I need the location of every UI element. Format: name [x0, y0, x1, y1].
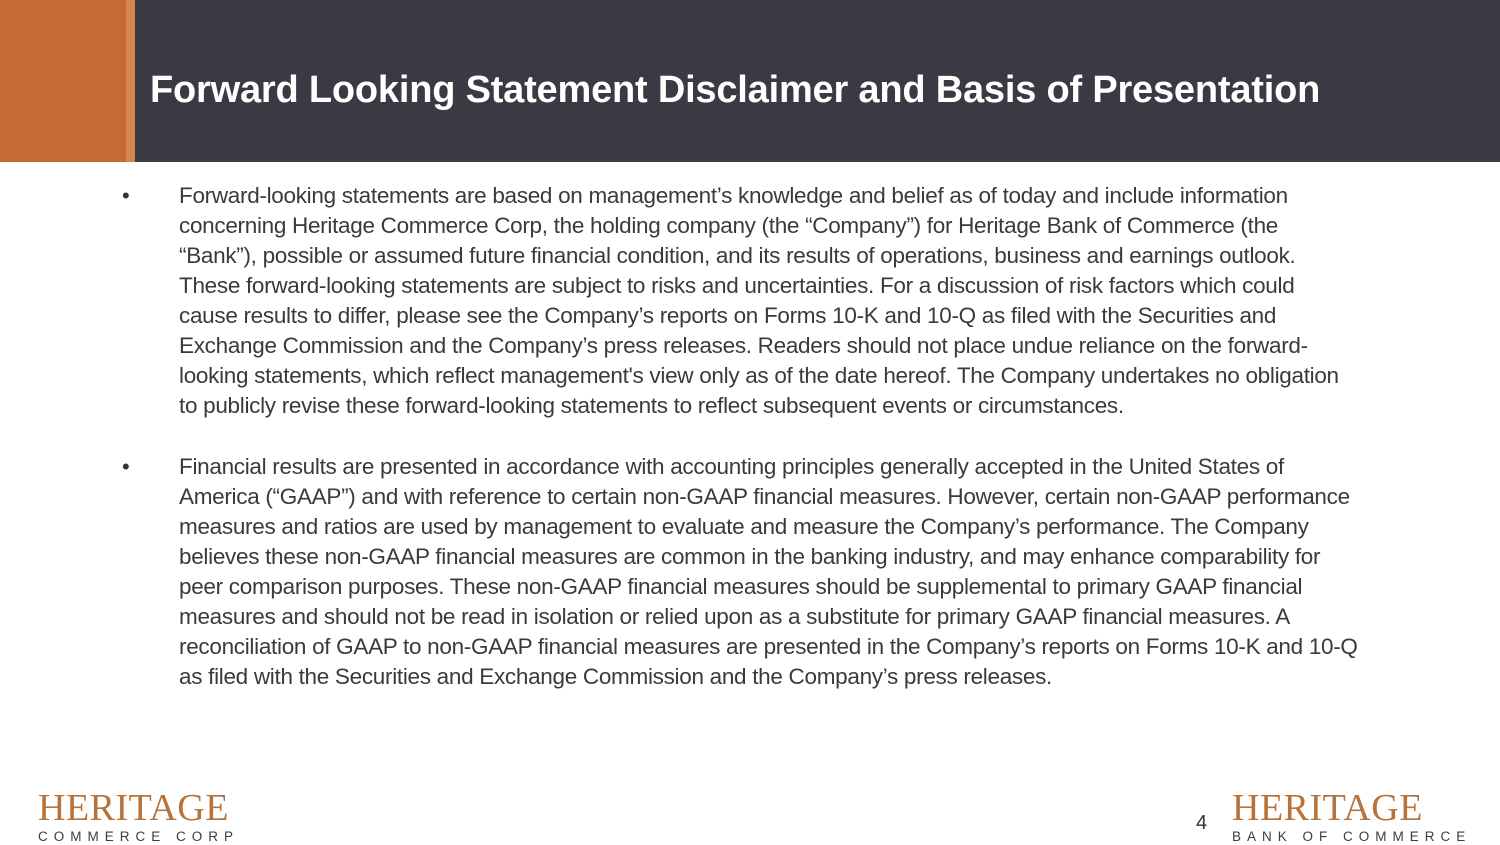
heritage-commerce-corp-logo — [38, 789, 239, 845]
heritage-bank-of-commerce-logo — [1232, 789, 1471, 845]
bullet-item-gaap — [118, 452, 1358, 692]
logo-wordmark: HERITAGE — [38, 787, 229, 829]
logo-wordmark: HERITAGE — [1232, 787, 1423, 829]
slide-title: Forward Looking Statement Disclaimer and Basis of Presentation — [150, 69, 1321, 111]
logo-subtitle: COMMERCE CORP — [38, 829, 240, 844]
title-bar — [0, 0, 1500, 162]
bullet-list — [118, 181, 1358, 723]
page-number: 4 — [1196, 812, 1208, 834]
accent-edge — [126, 0, 135, 162]
accent-block — [0, 0, 126, 162]
bullet-marker: • — [122, 454, 130, 479]
bullet-marker: • — [122, 183, 130, 208]
logo-subtitle: BANK OF COMMERCE — [1232, 829, 1472, 844]
bullet-item-forward-looking — [118, 181, 1358, 421]
bullet-text: Forward-looking statements are based on management’s knowledge and belief as of today and include information concerning Heritage Commerce Corp, the holding company (the “Company”) for Heritage Bank of Commerce (the “Bank”), possible or assumed future financial condition, and its results of operations, business and earnings outlook. These forward-looking statements are subject to risks and uncertainties. For a discussion of risk factors which could cause results to differ, please see the Company’s reports on Forms 10-K and 10-Q as filed with the Securities and Exchange Commission and the Company’s press releases. Readers should not place undue reliance on the forward-looking statements, which reflect management's view only as of the date hereof. The Company undertakes no obligation to publicly revise these forward-looking statements to reflect subsequent events or circumstances. — [179, 183, 1339, 418]
bullet-text: Financial results are presented in accordance with accounting principles generally accepted in the United States of America (“GAAP”) and with reference to certain non-GAAP financial measures. However, certain non-GAAP performance measures and ratios are used by management to evaluate and measure the Company’s performance. The Company believes these non-GAAP financial measures are common in the banking industry, and may enhance comparability for peer comparison purposes. These non-GAAP financial measures should be supplemental to primary GAAP financial measures and should not be read in isolation or relied upon as a substitute for primary GAAP financial measures. A reconciliation of GAAP to non-GAAP financial measures are presented in the Company’s reports on Forms 10-K and 10-Q as filed with the Securities and Exchange Commission and the Company’s press releases. — [179, 454, 1358, 689]
